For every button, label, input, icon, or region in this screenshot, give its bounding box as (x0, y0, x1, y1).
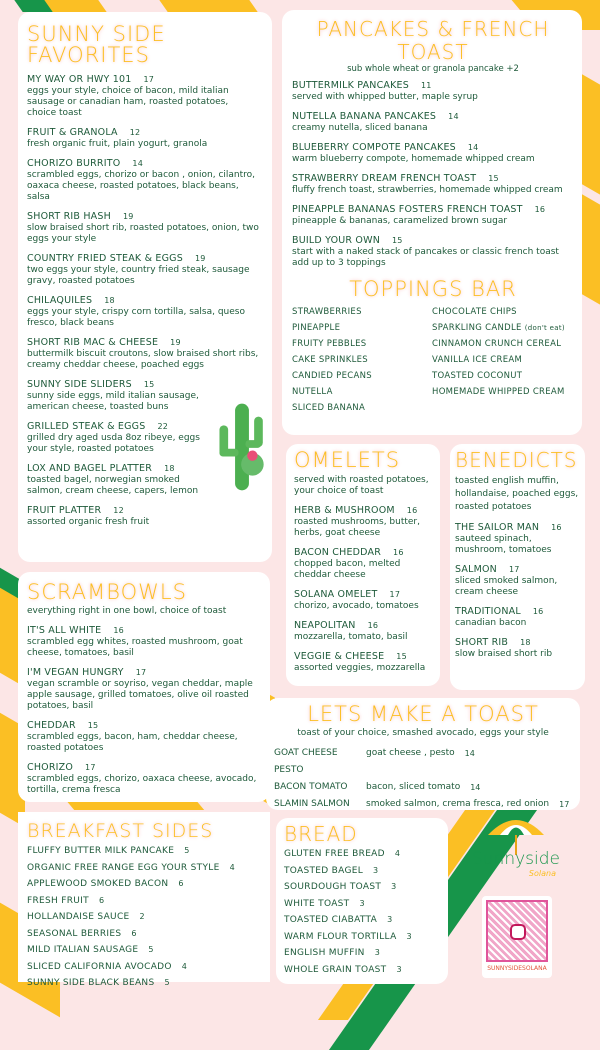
topping-item (432, 368, 565, 384)
item-description: bacon, sliced tomato (366, 782, 461, 792)
topping-name: CANDIED PECANS (292, 371, 372, 381)
item-name: GRILLED STEAK & EGGS (27, 421, 146, 432)
section-title: TOPPINGS BAR (349, 277, 517, 301)
item-header (27, 625, 262, 637)
item-description: eggs your style, crispy corn tortilla, salsa, queso fresco, black beans (27, 307, 245, 328)
topping-item (292, 304, 432, 320)
item-price: 19 (122, 212, 134, 221)
menu-item (274, 796, 572, 813)
item-price: 16 (532, 607, 544, 616)
item-header (27, 720, 262, 732)
item-description: smoked salmon, crema fresca, red onion (366, 799, 550, 809)
menu-item (274, 745, 572, 779)
menu-item (27, 337, 259, 371)
item-header (27, 337, 259, 349)
menu-item (294, 505, 432, 539)
menu-item (27, 975, 262, 992)
item-name: SLAMIN SALMON (274, 799, 350, 809)
menu-item (27, 667, 262, 712)
item-price: 18 (520, 638, 531, 647)
item-header (455, 522, 580, 534)
item-name: CHEDDAR (27, 720, 76, 731)
item-price: 5 (184, 846, 190, 855)
item-name: NUTELLA BANANA PANCAKES (292, 111, 437, 122)
item-price: 4 (181, 961, 188, 971)
item-description: grilled dry aged usda 8oz ribeye, eggs your style, roasted potatoes (27, 433, 200, 454)
topping-item (432, 320, 565, 336)
topping-name: VANILLA ICE CREAM (432, 355, 523, 365)
item-name: STRAWBERRY DREAM FRENCH TOAST (292, 173, 477, 184)
item-price: 22 (157, 422, 169, 431)
topping-item (292, 352, 432, 368)
section-subtitle: served with roasted potatoes, your choice of toast (294, 475, 429, 496)
item-description: eggs your style, choice of bacon, mild italian sausage or canadian ham, roasted potatoes, choice toast (27, 86, 229, 118)
item-price: 18 (164, 464, 175, 473)
item-name: PINEAPPLE BANANAS FOSTERS FRENCH TOAST (292, 204, 523, 215)
item-price: 16 (113, 626, 124, 635)
cactus-illustration (216, 392, 268, 502)
item-price: 3 (374, 948, 381, 957)
menu-item (27, 295, 259, 329)
item-name: SALMON (455, 564, 497, 575)
item-price: 16 (534, 205, 546, 214)
sunnyside-logo (466, 815, 566, 895)
item-description: mozzarella, tomato, basil (294, 632, 408, 642)
item-name: TOASTED BAGEL (284, 865, 364, 876)
item-header (27, 74, 259, 86)
item-description: start with a naked stack of pancakes or classic french toast add up to 3 toppings (292, 247, 559, 268)
item-header (27, 253, 259, 265)
item-header (292, 204, 574, 216)
item-name: I'M VEGAN HUNGRY (27, 667, 124, 678)
item-description: assorted organic fresh fruit (27, 517, 150, 527)
section-subtitle: everything right in one bowl, choice of toast (27, 606, 227, 616)
item-description: warm blueberry compote, homemade whipped cream (292, 154, 535, 164)
item-description: chopped bacon, melted cheddar cheese (294, 559, 401, 580)
item-name: BLUEBERRY COMPOTE PANCAKES (292, 142, 456, 153)
topping-item (292, 336, 432, 352)
logo-subtext: Solana (528, 869, 556, 878)
menu-item (294, 620, 432, 643)
item-name: LOX AND BAGEL PLATTER (27, 463, 153, 474)
item-price: 11 (420, 81, 432, 90)
section-title: LETS MAKE A TOAST (307, 702, 539, 726)
section-subtitle: sub whole wheat or granola pancake +2 (347, 64, 519, 74)
menu-item (284, 879, 440, 896)
item-name: GOAT CHEESE PESTO (274, 748, 338, 775)
item-description: served with whipped butter, maple syrup (292, 92, 478, 102)
item-name: CHORIZO BURRITO (27, 158, 121, 169)
item-price: 16 (551, 523, 562, 532)
menu-item (294, 651, 432, 674)
menu-item (292, 80, 574, 103)
item-price: 14 (467, 143, 479, 152)
item-name: WARM FLOUR TORTILLA (284, 931, 397, 942)
item-price: 17 (135, 668, 147, 677)
item-price: 3 (406, 931, 412, 941)
item-description: slow braised short rib (455, 649, 553, 659)
section-title: SUNNY SIDE FAVORITES (27, 22, 166, 67)
item-price: 3 (396, 964, 402, 974)
menu-item (455, 522, 580, 556)
item-description: scrambled eggs, chorizo or bacon , onion, cilantro, oaxaca cheese, roasted potatoes, black beans, salsa (27, 170, 256, 202)
item-price: 17 (143, 75, 155, 84)
item-price: 4 (229, 862, 235, 872)
item-header (292, 173, 574, 185)
toast-panel (266, 698, 580, 810)
topping-item (432, 304, 565, 320)
item-header (27, 211, 259, 223)
section-title: PANCAKES & FRENCH TOAST (316, 17, 550, 64)
logo-text: Sunnyside (471, 849, 560, 869)
item-description: scrambled egg whites, roasted mushroom, goat cheese, tomatoes, basil (27, 637, 243, 658)
menu-item (27, 625, 262, 659)
item-header (292, 111, 574, 123)
menu-item (292, 142, 574, 165)
item-header (292, 80, 574, 92)
decor-stripe (7, 0, 52, 12)
item-name: FRUIT PLATTER (27, 505, 102, 516)
item-price: 6 (98, 895, 105, 905)
item-name: SOLANA OMELET (294, 589, 378, 600)
item-name: WHITE TOAST (284, 898, 350, 909)
item-name: HOLLANDAISE SAUCE (27, 912, 130, 922)
instagram-handle: SUNNYSIDESOLANA (487, 965, 547, 972)
item-price: 17 (508, 565, 520, 574)
item-name: FRESH FRUIT (27, 895, 89, 906)
menu-item (27, 959, 262, 976)
menu-item (292, 204, 574, 227)
item-name: FLUFFY BUTTER MILK PANCAKE (27, 846, 175, 856)
topping-name: NUTELLA (292, 387, 333, 397)
bread-list (284, 846, 440, 978)
item-header (27, 379, 259, 391)
menu-item (284, 945, 440, 962)
item-description: sunny side eggs, mild italian sausage, american cheese, toasted buns (27, 391, 199, 412)
item-name: TOASTED CIABATTA (284, 915, 378, 925)
sides-list (27, 843, 262, 992)
benedicts-list (455, 522, 580, 660)
item-price: 15 (488, 174, 499, 183)
item-price: 6 (178, 879, 184, 888)
item-name: BUILD YOUR OWN (292, 235, 381, 246)
topping-item (292, 320, 432, 336)
item-name: GLUTEN FREE BREAD (284, 849, 385, 859)
decor-stripe (152, 0, 257, 12)
item-price: 3 (359, 898, 365, 908)
menu-item (27, 253, 259, 287)
menu-item (284, 929, 440, 946)
item-header (294, 547, 432, 559)
topping-item (292, 368, 432, 384)
item-description: toasted bagel, norwegian smoked salmon, cream cheese, capers, lemon (27, 475, 199, 496)
item-name: BACON TOMATO (274, 782, 348, 792)
item-price: 5 (164, 978, 170, 987)
item-name: NEAPOLITAN (294, 620, 356, 631)
section-subtitle: toast of your choice, smashed avocado, eggs your style (297, 728, 549, 738)
qr-code[interactable] (486, 900, 548, 962)
toppings-left (292, 304, 432, 416)
omelets-list (294, 505, 432, 674)
menu-item (27, 505, 259, 528)
menu-item (294, 547, 432, 581)
item-header (455, 564, 580, 576)
item-price: 14 (132, 159, 144, 168)
item-description: roasted mushrooms, butter, herbs, goat cheese (294, 517, 420, 538)
item-header (27, 295, 259, 307)
topping-name: SLICED BANANA (292, 403, 366, 413)
menu-item (274, 779, 572, 796)
menu-item (455, 606, 580, 629)
item-name: CHILAQUILES (27, 295, 93, 306)
item-price: 4 (394, 849, 401, 858)
section-title: BREAD (284, 822, 358, 846)
item-description: sauteed spinach, mushroom, tomatoes (455, 534, 552, 555)
item-name: FRUIT & GRANOLA (27, 127, 118, 138)
toppings-list (292, 304, 574, 416)
menu-item (284, 912, 440, 929)
item-header (294, 651, 432, 663)
topping-name: TOASTED COCONUT (432, 371, 523, 381)
item-description: scrambled eggs, bacon, ham, cheddar cheese, roasted potatoes (27, 732, 238, 753)
item-name: ORGANIC FREE RANGE EGG YOUR STYLE (27, 862, 220, 873)
section-title: OMELETS (294, 448, 401, 472)
topping-item (432, 336, 565, 352)
item-price: 12 (129, 128, 141, 137)
item-header (294, 620, 432, 632)
item-name: IT'S ALL WHITE (27, 625, 102, 636)
item-description: sliced smoked salmon, cream cheese (455, 576, 558, 597)
item-header (294, 505, 432, 517)
topping-item (292, 400, 432, 416)
omelets-panel (286, 444, 440, 686)
item-price: 3 (391, 882, 397, 891)
item-header (27, 158, 259, 170)
menu-item (27, 893, 262, 910)
menu-item (292, 173, 574, 196)
menu-item (27, 74, 259, 119)
item-name: THE SAILOR MAN (455, 522, 540, 533)
item-name: SHORT RIB HASH (27, 211, 111, 222)
item-price: 16 (406, 506, 418, 515)
sides-panel (18, 812, 270, 988)
item-header (292, 235, 574, 247)
item-price: 5 (148, 945, 154, 954)
instagram-qr-card[interactable] (482, 896, 552, 978)
menu-item (27, 211, 259, 245)
section-title: SCRAMBOWLS (27, 580, 187, 604)
item-name: SHORT RIB (455, 637, 509, 648)
menu-item (284, 962, 440, 979)
item-description: goat cheese , pesto (366, 748, 455, 758)
item-name: SLICED CALIFORNIA AVOCADO (27, 961, 172, 972)
section-subtitle: toasted english muffin, hollandaise, poached eggs, roasted potatoes (455, 476, 579, 512)
item-name: COUNTRY FRIED STEAK & EGGS (27, 253, 183, 264)
topping-item (432, 384, 565, 400)
menu-item (284, 863, 440, 880)
topping-name: PINEAPPLE (292, 323, 341, 333)
menu-item (27, 762, 262, 796)
item-description: fluffy french toast, strawberries, homemade whipped cream (292, 185, 563, 195)
item-name: TRADITIONAL (455, 606, 521, 617)
item-name: SUNNY SIDE BLACK BEANS (27, 978, 155, 988)
topping-name: SPARKLING CANDLE (432, 323, 522, 333)
bread-panel (276, 818, 448, 984)
item-name: CHORIZO (27, 762, 74, 773)
pancakes-list (292, 80, 574, 269)
item-price: 15 (396, 652, 407, 661)
item-price: 14 (470, 783, 481, 792)
menu-item (27, 926, 262, 943)
section-title: BENEDICTS (455, 448, 578, 472)
item-price: 15 (87, 721, 99, 730)
item-header (455, 637, 580, 649)
topping-name: FRUITY PEBBLES (292, 339, 367, 349)
item-price: 17 (389, 590, 401, 599)
item-name: SEASONAL BERRIES (27, 928, 122, 939)
item-description: buttermilk biscuit croutons, slow braised short ribs, creamy cheddar cheese, poached eggs (27, 349, 259, 370)
topping-note: (don't eat) (524, 324, 565, 332)
item-price: 14 (448, 112, 459, 121)
item-description: canadian bacon (455, 618, 527, 628)
item-header (292, 142, 574, 154)
item-name: WHOLE GRAIN TOAST (284, 964, 387, 975)
item-description: pineapple & bananas, caramelized brown sugar (292, 216, 508, 226)
topping-name: STRAWBERRIES (292, 307, 362, 317)
item-price: 16 (393, 548, 404, 557)
item-price: 14 (464, 749, 475, 758)
topping-name: CAKE SPRINKLES (292, 355, 368, 365)
item-name: VEGGIE & CHEESE (294, 651, 385, 662)
topping-item (292, 384, 432, 400)
scrambowls-panel (18, 572, 270, 802)
toppings-right (432, 304, 565, 416)
menu-item (455, 637, 580, 660)
item-header (294, 589, 432, 601)
menu-item (455, 564, 580, 598)
menu-item (27, 909, 262, 926)
toast-list (274, 745, 572, 813)
item-price: 19 (170, 338, 181, 347)
item-name: ENGLISH MUFFIN (284, 948, 365, 958)
item-price: 19 (194, 254, 206, 263)
item-header (455, 606, 580, 618)
item-name: MY WAY OR HWY 101 (27, 74, 132, 85)
item-header (27, 762, 262, 774)
favorites-panel (18, 12, 272, 562)
menu-item (27, 860, 262, 877)
pancakes-panel (282, 10, 582, 435)
topping-name: CHOCOLATE CHIPS (432, 307, 517, 317)
scrambowls-list (27, 625, 262, 796)
item-description: scrambled eggs, chorizo, oaxaca cheese, avocado, tortilla, crema fresca (27, 774, 257, 795)
item-description: creamy nutella, sliced banana (292, 123, 428, 133)
item-price: 17 (559, 800, 570, 809)
menu-item (294, 589, 432, 612)
menu-item (27, 843, 262, 860)
menu-item (284, 896, 440, 913)
menu-item (27, 158, 259, 203)
item-name: APPLEWOOD SMOKED BACON (27, 879, 169, 889)
instagram-icon (510, 924, 526, 940)
item-description: slow braised short rib, roasted potatoes, onion, two eggs your style (27, 223, 259, 244)
item-name: BUTTERMILK PANCAKES (292, 80, 409, 91)
item-description: chorizo, avocado, tomatoes (294, 601, 419, 611)
item-header (27, 505, 259, 517)
item-price: 3 (373, 865, 379, 875)
item-name: MILD ITALIAN SAUSAGE (27, 945, 139, 955)
item-price: 16 (367, 621, 379, 630)
section-title: BREAKFAST SIDES (27, 820, 214, 842)
menu-item (27, 127, 259, 150)
item-name: SOURDOUGH TOAST (284, 882, 382, 892)
menu-item (292, 235, 574, 269)
item-price: 6 (131, 928, 137, 938)
item-header (27, 667, 262, 679)
item-description: vegan scramble or soyriso, vegan cheddar, maple apple sausage, grilled tomatoes, olive oil roasted potatoes, basil (27, 679, 253, 711)
item-name: SHORT RIB MAC & CHEESE (27, 337, 159, 348)
item-description: two eggs your style, country fried steak, sausage gravy, roasted potatoes (27, 265, 250, 286)
item-price: 17 (85, 763, 96, 772)
menu-item (27, 876, 262, 893)
item-price: 12 (113, 506, 124, 515)
topping-name: HOMEMADE WHIPPED CREAM (432, 387, 565, 397)
item-price: 15 (143, 380, 155, 389)
menu-item (284, 846, 440, 863)
topping-name: CINNAMON CRUNCH CEREAL (432, 339, 562, 349)
item-name: HERB & MUSHROOM (294, 505, 395, 516)
item-price: 15 (392, 236, 403, 245)
item-description: fresh organic fruit, plain yogurt, granola (27, 139, 208, 149)
item-price: 2 (139, 912, 145, 921)
topping-item (432, 352, 565, 368)
item-description: assorted veggies, mozzarella (294, 663, 426, 673)
item-price: 3 (387, 915, 393, 924)
menu-item (292, 111, 574, 134)
item-header (27, 127, 259, 139)
menu-item (27, 942, 262, 959)
item-price: 18 (104, 296, 115, 305)
item-name: BACON CHEDDAR (294, 547, 382, 558)
item-name: SUNNY SIDE SLIDERS (27, 379, 132, 390)
menu-item (27, 720, 262, 754)
benedicts-panel (450, 444, 585, 690)
